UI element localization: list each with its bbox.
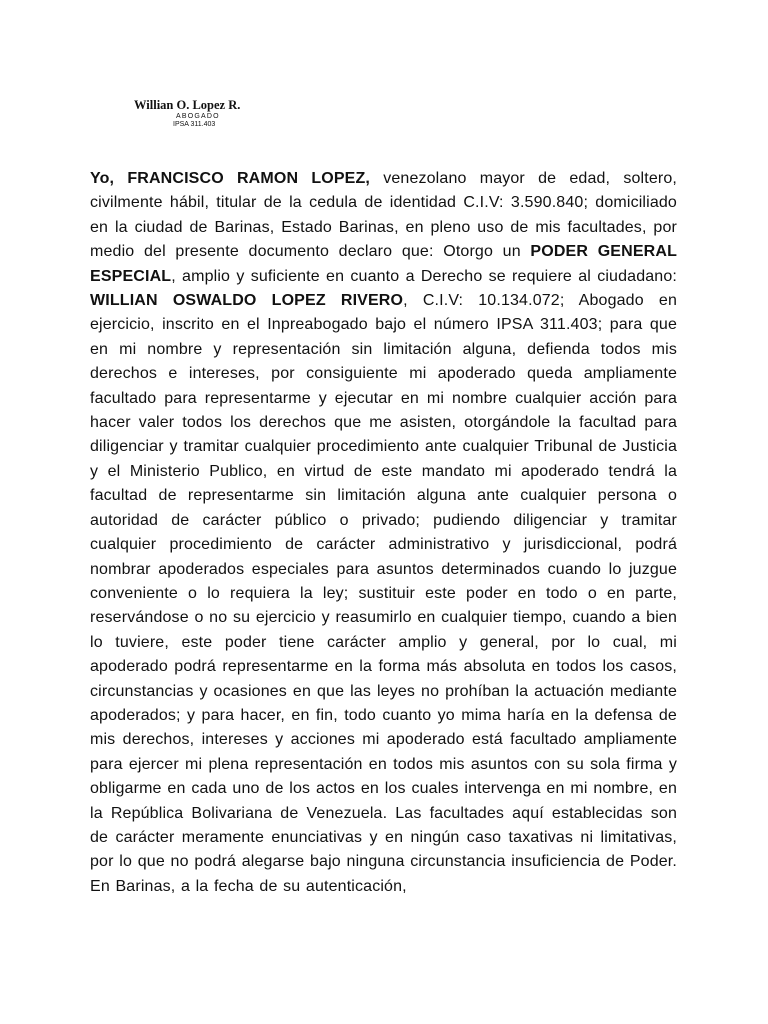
power-scope: , amplio y suficiente en cuanto a Derecho se requiere al ciudadano: <box>171 267 677 285</box>
lawyer-title: ABOGADO <box>176 113 220 120</box>
attorney-name: WILLIAN OSWALDO LOPEZ RIVERO <box>90 292 404 310</box>
power-type: PODER GENERAL ESPECIAL <box>90 243 677 285</box>
lawyer-name: Willian O. Lopez R. <box>134 98 241 112</box>
letterhead <box>134 98 274 129</box>
lawyer-ipsa-number: IPSA 311.403 <box>173 121 216 128</box>
power-terms: , C.I.V: 10.134.072; Abogado en ejercicio, inscrito en el Inpreabogado bajo el número IPSA 311.403; para que en mi nombre y representación sin limitación alguna, defienda todos mis derechos e intereses, por consiguiente mi apoderado queda ampliamente facultado para representarme y ejecutar en mi nombre cualquier acción para hacer valer todos los derechos que me asisten, otorgándole la facultad para diligenciar y tramitar cualquier procedimiento ante cualquier Tribunal de Justicia y el Ministerio Publico, en virtud de este mandato mi apoderado tendrá la facultad de representarme sin limitación alguna ante cualquier persona o autoridad de carácter público o privado; pudiendo diligenciar y tramitar cualquier procedimiento de carácter administrativo y jurisdiccional, podrá nombrar apoderados especiales para asuntos determinados cuando lo juzgue conveniente o lo requiera la ley; sustituir este poder en todo o en parte, reservándose o no su ejercicio y reasumirlo en cualquier tiempo, cuando a bien lo tuviere, este poder tiene carácter amplio y general, por lo cual, mi apoderado podrá representarme en la forma más absoluta en todos los casos, circunstancias y ocasiones en que las leyes no prohíban la actuación mediante apoderados; y para hacer, en fin, todo cuanto yo mima haría en la defensa de mis derechos, intereses y acciones mi apoderado está facultado ampliamente para ejercer mi plena representación en todos mis asuntos con su sola firma y obligarme en cada uno de los actos en los cuales intervenga en mi nombre, en la República Bolivariana de Venezuela. Las facultades aquí establecidas son de carácter meramente enunciativas y en ningún caso taxativas ni limitativas, por lo que no podrá alegarse bajo ninguna circunstancia insuficiencia de Poder. En Barinas, a la fecha de su autenticación, <box>90 292 677 895</box>
grantor-details: venezolano mayor de edad, soltero, civilmente hábil, titular de la cedula de identidad C.I.V: 3.590.840; domiciliado en la ciudad de Barinas, Estado Barinas, en pleno uso de mis facultades, por medio del presente documento declaro que: Otorgo un <box>90 170 677 261</box>
power-of-attorney-paragraph <box>90 167 677 899</box>
grantor-intro: Yo, FRANCISCO RAMON LOPEZ, <box>90 170 371 187</box>
